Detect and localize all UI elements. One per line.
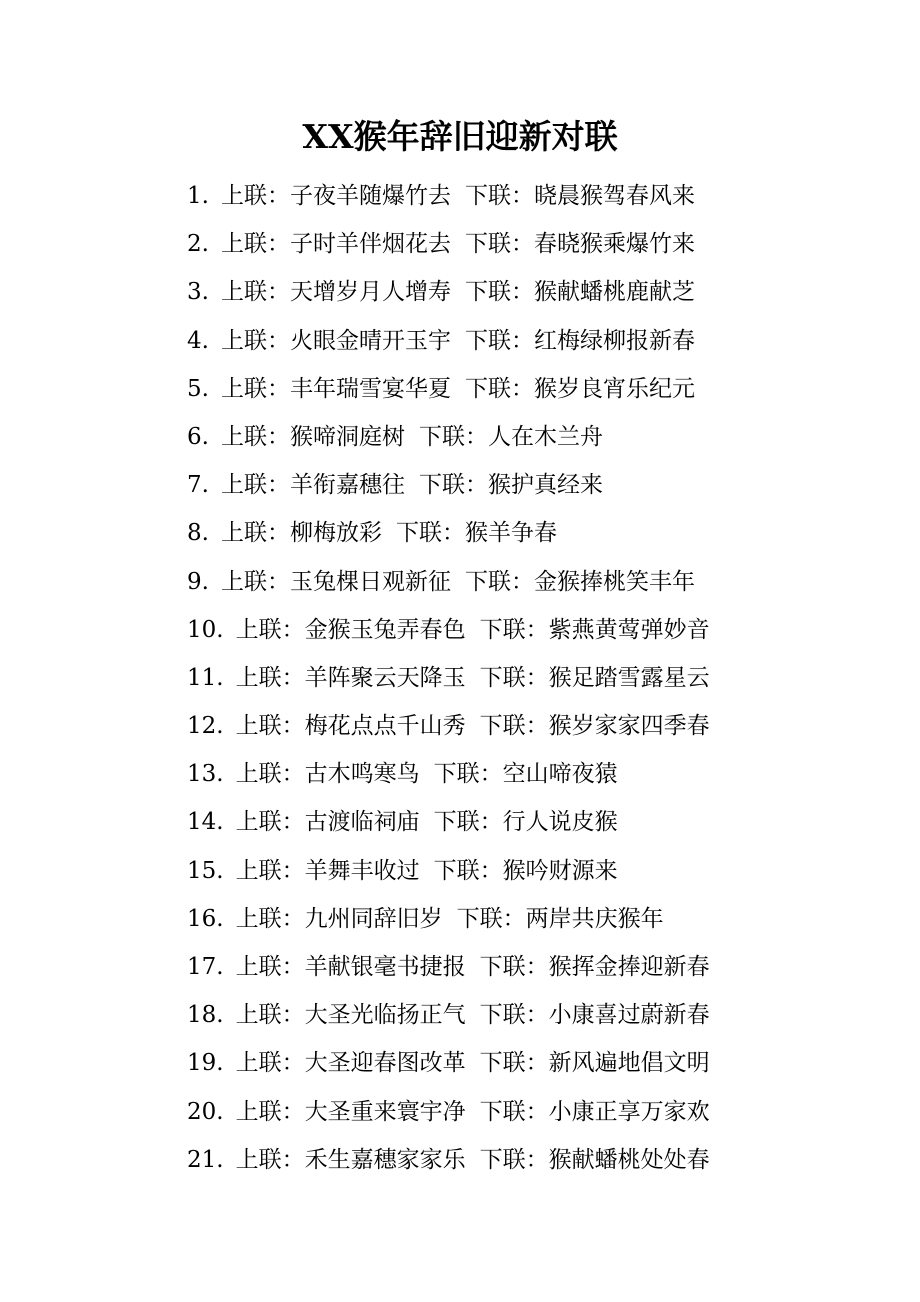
upper-line: 上联：羊舞丰收过 [235, 857, 420, 884]
lower-line: 下联：猴吟财源来 [433, 857, 618, 884]
couplet-item [187, 413, 710, 461]
upper-line: 上联：禾生嘉穗家家乐 [235, 1146, 466, 1173]
couplet-item [187, 220, 710, 268]
upper-line: 上联：羊衔嘉穗往 [220, 472, 405, 499]
lower-line: 下联：猴献蟠桃处处春 [479, 1146, 710, 1173]
upper-line: 上联：子时羊伴烟花去 [220, 231, 451, 258]
item-number: 4. [187, 327, 209, 354]
item-number: 7. [187, 472, 209, 499]
item-number: 17. [187, 954, 224, 980]
upper-line: 上联：古木鸣寒鸟 [235, 761, 420, 788]
couplet-item [187, 991, 710, 1039]
item-number: 13. [187, 761, 224, 788]
couplet-item [187, 702, 710, 750]
upper-line: 上联：大圣迎春图改革 [235, 1050, 466, 1077]
lower-line: 下联：空山啼夜猿 [433, 761, 618, 788]
upper-line: 上联：羊献银毫书捷报 [235, 954, 466, 980]
upper-line: 上联：羊阵聚云天降玉 [235, 664, 466, 691]
item-number: 1. [187, 183, 209, 209]
item-number: 9. [187, 568, 209, 595]
couplet-item [187, 1136, 710, 1184]
item-number: 5. [187, 375, 209, 402]
lower-line: 下联：新风遍地倡文明 [479, 1050, 710, 1077]
upper-line: 上联：大圣重来寰宇净 [235, 1098, 466, 1125]
lower-line: 下联：猴岁家家四季春 [479, 713, 710, 740]
lower-line: 下联：猴岁良宵乐纪元 [464, 375, 695, 402]
upper-line: 上联：古渡临祠庙 [235, 809, 420, 836]
item-number: 21. [187, 1146, 224, 1173]
upper-line: 上联：玉兔棵日观新征 [220, 568, 451, 595]
lower-line: 下联：紫燕黄莺弹妙音 [479, 616, 710, 643]
upper-line: 上联：梅花点点千山秀 [235, 713, 466, 740]
couplet-item [187, 943, 710, 991]
item-number: 15. [187, 857, 224, 884]
couplet-item [187, 1088, 710, 1136]
lower-line: 下联：人在木兰舟 [418, 423, 603, 450]
item-number: 10. [187, 616, 224, 643]
couplet-item [187, 750, 710, 798]
couplet-item [187, 509, 710, 557]
upper-line: 上联：猴啼洞庭树 [220, 423, 405, 450]
document-title: XX猴年辞旧迎新对联 [302, 117, 618, 156]
item-number: 12. [187, 713, 224, 740]
upper-line: 上联：丰年瑞雪宴华夏 [220, 375, 451, 402]
couplet-item [187, 1039, 710, 1087]
item-number: 16. [187, 905, 224, 932]
lower-line: 下联：春晓猴乘爆竹来 [464, 231, 695, 258]
upper-line: 上联：天增岁月人增寿 [220, 279, 451, 306]
item-number: 8. [187, 520, 209, 547]
couplet-item [187, 654, 710, 702]
lower-line: 下联：行人说皮猴 [433, 809, 618, 836]
lower-line: 下联：猴护真经来 [418, 472, 603, 499]
item-number: 11. [187, 664, 224, 691]
couplet-item [187, 461, 710, 509]
item-number: 6. [187, 423, 209, 450]
lower-line: 下联：猴羊争春 [395, 520, 557, 547]
upper-line: 上联：火眼金晴开玉宇 [220, 327, 451, 354]
upper-line: 上联：九州同辞旧岁 [235, 905, 443, 932]
lower-line: 下联：两岸共庆猴年 [456, 905, 664, 932]
couplet-item [187, 268, 710, 316]
lower-line: 下联：猴挥金捧迎新春 [479, 954, 710, 980]
upper-line: 上联：柳梅放彩 [220, 520, 382, 547]
lower-line: 下联：金猴捧桃笑丰年 [464, 568, 695, 595]
upper-line: 上联：金猴玉兔弄春色 [235, 616, 466, 643]
item-number: 19. [187, 1050, 224, 1077]
lower-line: 下联：红梅绿柳报新春 [464, 327, 695, 354]
item-number: 14. [187, 809, 224, 836]
item-number: 18. [187, 1002, 224, 1029]
couplet-item [187, 317, 710, 365]
couplet-item [187, 847, 710, 895]
couplet-item [187, 558, 710, 606]
upper-line: 上联：子夜羊随爆竹去 [220, 183, 451, 209]
upper-line: 上联：大圣光临扬正气 [235, 1002, 466, 1029]
lower-line: 下联：猴献蟠桃鹿献芝 [464, 279, 695, 306]
item-number: 2. [187, 231, 209, 258]
lower-line: 下联：猴足踏雪露星云 [479, 664, 710, 691]
couplet-item [187, 895, 710, 943]
couplet-list [187, 172, 710, 1184]
couplet-item [187, 798, 710, 846]
item-number: 3. [187, 279, 209, 306]
lower-line: 下联：晓晨猴驾春风来 [464, 183, 695, 209]
couplet-item [187, 365, 710, 413]
item-number: 20. [187, 1098, 224, 1125]
lower-line: 下联：小康喜过蔚新春 [479, 1002, 710, 1029]
couplet-item [187, 172, 710, 220]
couplet-item [187, 606, 710, 654]
lower-line: 下联：小康正享万家欢 [479, 1098, 710, 1125]
